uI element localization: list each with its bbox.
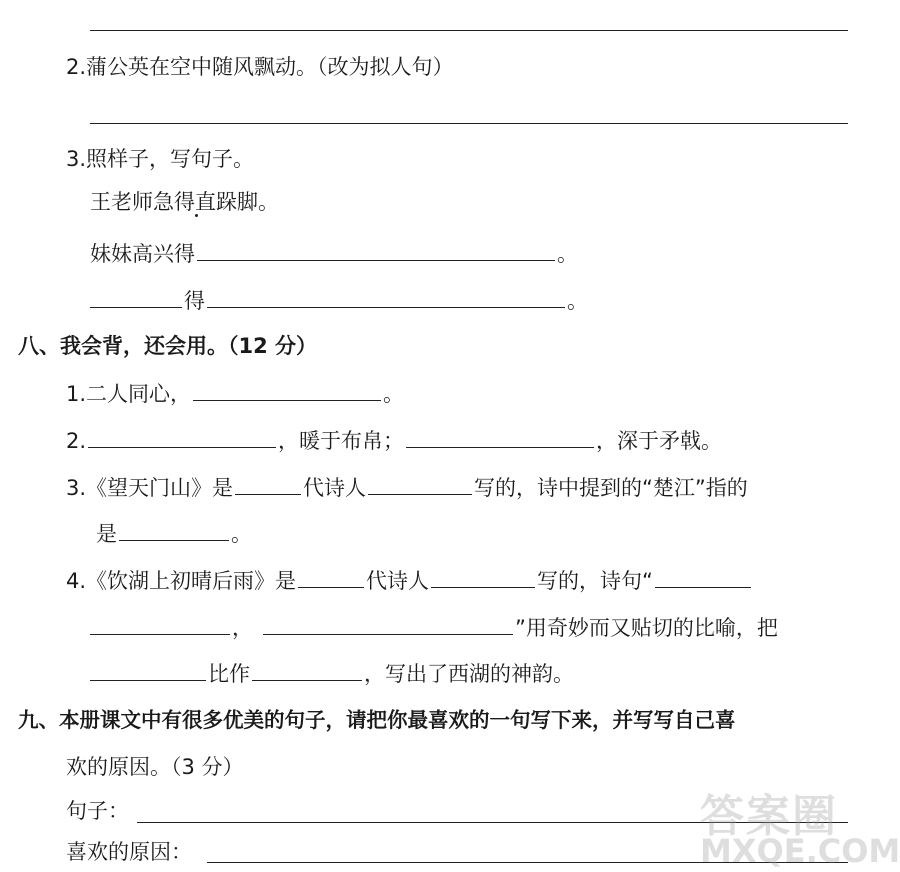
blank-13[interactable]: [90, 614, 230, 635]
q9-title-cont: 欢的原因。（3 分）: [66, 755, 244, 779]
q8-i3-c: 写的，诗中提到的“楚江”指的: [474, 476, 748, 500]
fill-line-1: [90, 240, 578, 266]
q8-i4-f: ，写出了西湖的神韵。: [364, 662, 574, 686]
blank-1[interactable]: [197, 240, 555, 261]
q8-title: 八、我会背，还会用。（12 分）: [18, 334, 318, 358]
blank-12[interactable]: [655, 567, 751, 588]
fill-line-2: [90, 287, 588, 313]
q8-i3-b: 代诗人: [303, 476, 367, 500]
line1-prefix: 妹妹高兴得: [90, 242, 195, 266]
period: 。: [231, 522, 252, 546]
q9-title: 九、本册课文中有很多优美的句子，请把你最喜欢的一句写下来，并写写自己喜: [18, 708, 736, 732]
answer-line-2[interactable]: [90, 123, 848, 124]
q8-item4-cont: [90, 614, 778, 640]
q8-item4: [66, 567, 753, 593]
example-sentence: 王老师急得直跺脚。: [90, 190, 279, 214]
q7-item2: 2.蒲公英在空中随风飘动。（改为拟人句）: [66, 55, 454, 79]
blank-3[interactable]: [207, 287, 565, 308]
q8-i3-d: 是: [96, 522, 117, 546]
line2-mid: 得: [184, 289, 205, 313]
q8-i2-mid: ，暖于布帛；: [278, 429, 405, 453]
blank-11[interactable]: [431, 567, 535, 588]
q8-item1: [66, 380, 404, 406]
q8-i2-end: ，深于矛戟。: [596, 429, 723, 453]
emphasis-dot: [195, 214, 198, 217]
q8-i4-e: 比作: [208, 662, 250, 686]
blank-9[interactable]: [119, 520, 229, 541]
q8-i4-c: 写的，诗句“: [537, 569, 653, 593]
q8-i4-b: 代诗人: [366, 569, 430, 593]
q8-i2-prefix: 2.: [66, 429, 87, 453]
q8-i1-prefix: 1.二人同心，: [66, 382, 192, 406]
blank-6[interactable]: [406, 427, 594, 448]
q8-item3: [66, 474, 748, 500]
blank-16[interactable]: [252, 660, 362, 681]
blank-8[interactable]: [368, 474, 472, 495]
answer-line-1[interactable]: [90, 30, 848, 31]
blank-4[interactable]: [193, 380, 381, 401]
period: 。: [567, 289, 588, 313]
period: 。: [557, 242, 578, 266]
reason-label: 喜欢的原因：: [66, 840, 192, 864]
watermark-url: MXQE.COM: [700, 832, 900, 870]
q8-i4-a: 4.《饮湖上初晴后雨》是: [66, 569, 297, 593]
q8-item4-cont2: [90, 660, 574, 686]
blank-5[interactable]: [88, 427, 276, 448]
q8-item2: [66, 427, 722, 453]
period: 。: [383, 382, 405, 406]
blank-7[interactable]: [235, 474, 301, 495]
blank-10[interactable]: [298, 567, 364, 588]
q7-item3-title: 3.照样子，写句子。: [66, 147, 255, 171]
q8-i3-a: 3.《望天门山》是: [66, 476, 234, 500]
blank-2[interactable]: [90, 287, 182, 308]
q8-i4-d: ”用奇妙而又贴切的比喻，把: [515, 616, 778, 640]
q8-i4-comma: ，: [232, 616, 253, 640]
watermark-logo: 答案圈: [700, 791, 838, 842]
q8-item3-cont: [96, 520, 252, 546]
blank-15[interactable]: [90, 660, 206, 681]
blank-14[interactable]: [263, 614, 513, 635]
sentence-label: 句子：: [66, 799, 129, 823]
